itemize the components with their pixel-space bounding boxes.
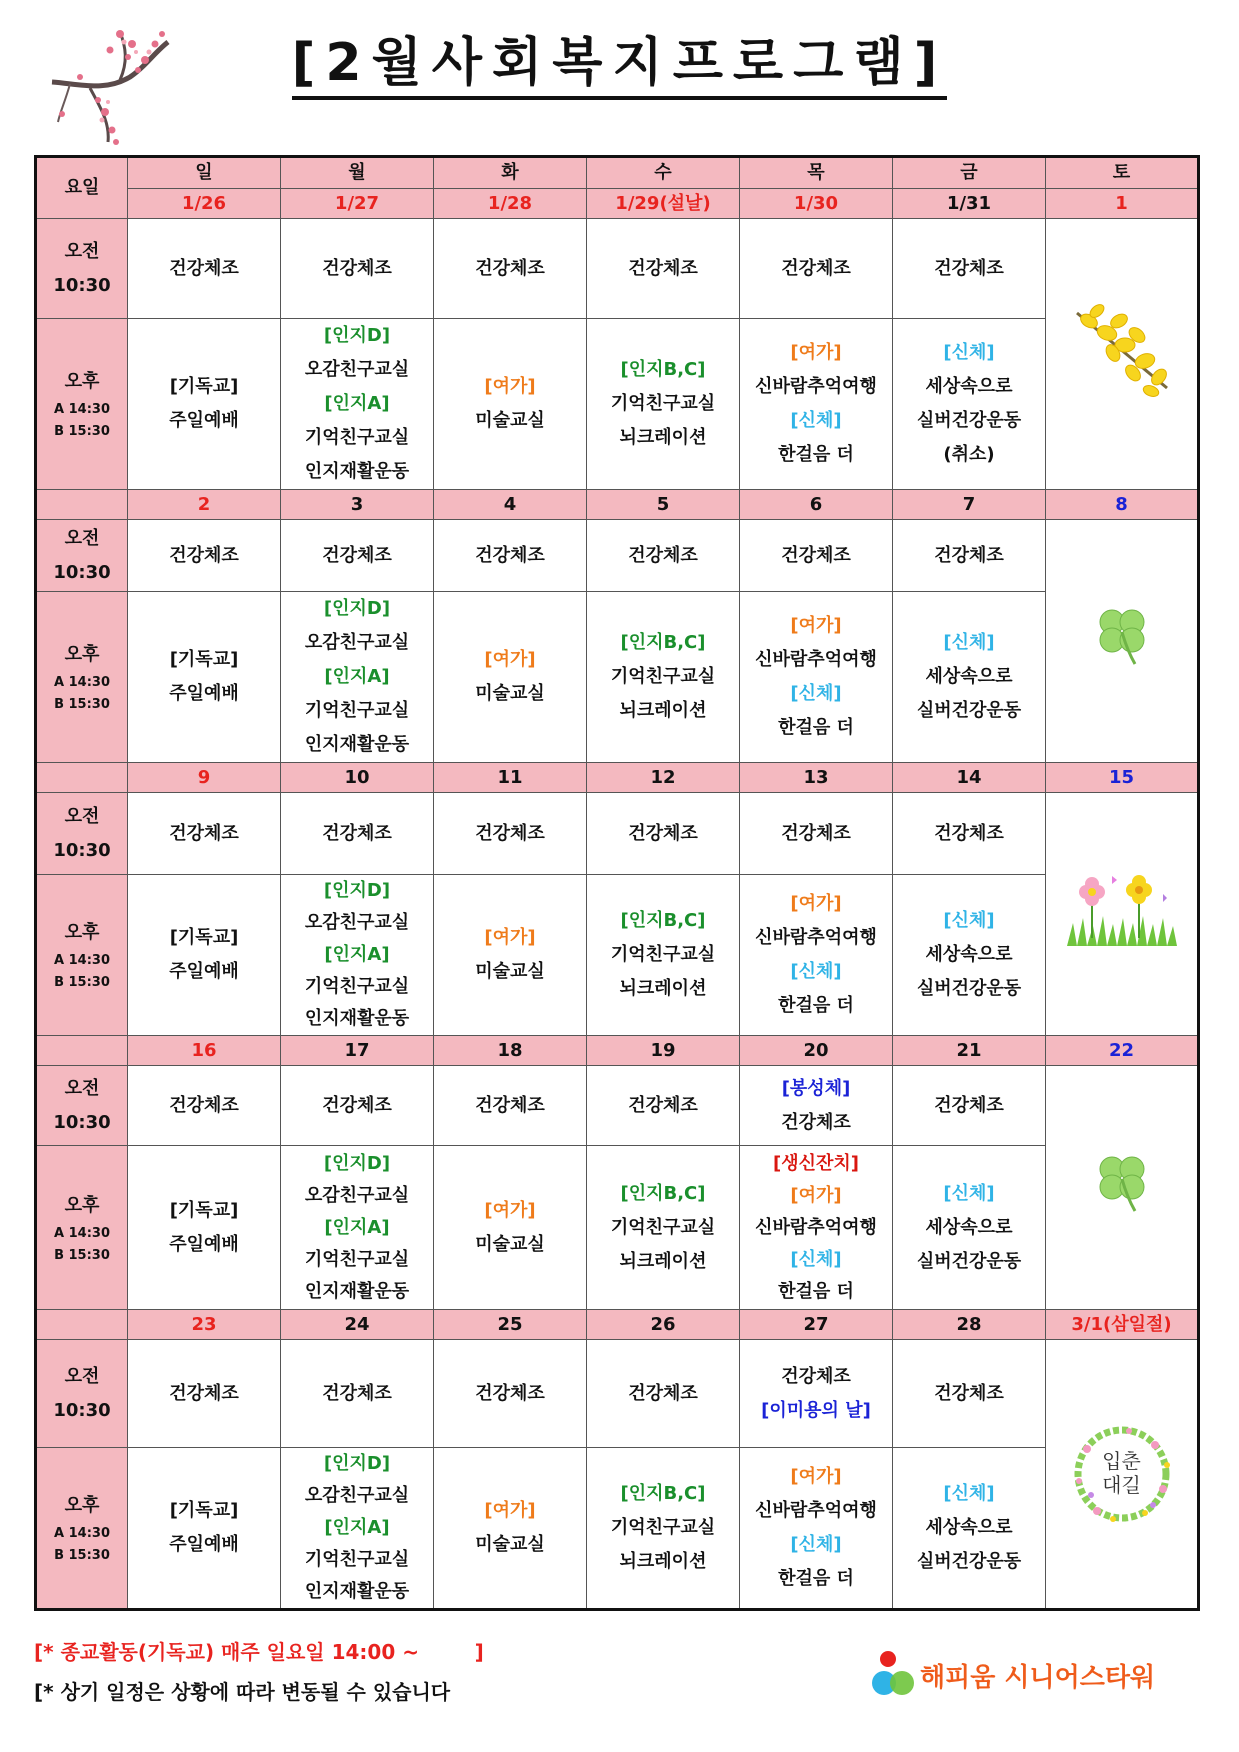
wreath-image-cell xyxy=(1046,1340,1199,1610)
program-cell: [여가] 미술교실 xyxy=(434,1448,587,1610)
date-cell: 2 xyxy=(128,490,281,520)
program-cell: [여가] 신바람추억여행 [신체] 한걸음 더 xyxy=(740,592,893,763)
date-cell: 27 xyxy=(740,1310,893,1340)
date-cell: 10 xyxy=(281,763,434,793)
program-cell: 건강체조 xyxy=(128,1066,281,1146)
date-cell: 6 xyxy=(740,490,893,520)
wreath-text-line: 대길 xyxy=(1102,1473,1141,1497)
date-cell: 19 xyxy=(587,1036,740,1066)
date-row xyxy=(36,189,1199,219)
am-label: 오전 10:30 xyxy=(36,793,128,875)
program-cell: [여가] 미술교실 xyxy=(434,319,587,490)
program-cell: [기독교] 주일예배 xyxy=(128,319,281,490)
program-cell: 건강체조 xyxy=(893,1340,1046,1448)
program-cell: 건강체조 [이미용의 날] xyxy=(740,1340,893,1448)
program-cell: 건강체조 xyxy=(587,219,740,319)
yoil-label: 요일 xyxy=(36,157,128,219)
program-cell: 건강체조 xyxy=(128,219,281,319)
pm-label: 오후 A 14:30 B 15:30 xyxy=(36,1146,128,1310)
date-cell: 17 xyxy=(281,1036,434,1066)
program-cell: 건강체조 xyxy=(281,219,434,319)
clover-icon xyxy=(1087,1147,1157,1217)
program-cell: 건강체조 xyxy=(434,1340,587,1448)
date-row xyxy=(36,763,1199,793)
pm-label: 오후 A 14:30 B 15:30 xyxy=(36,319,128,490)
date-cell: 11 xyxy=(434,763,587,793)
program-cell: [기독교] 주일예배 xyxy=(128,875,281,1036)
program-cell: [인지B,C] 기억친구교실 뇌크레이션 xyxy=(587,875,740,1036)
date-cell: 8 xyxy=(1046,490,1199,520)
clover-image-cell xyxy=(1046,520,1199,763)
program-cell: 건강체조 xyxy=(281,1340,434,1448)
logo-mark-icon xyxy=(872,1649,918,1705)
day-sat: 토 xyxy=(1046,157,1199,189)
religion-note: [* 종교활동(기독교) 매주 일요일 14:00 ~ ] xyxy=(34,1640,484,1664)
program-cell: [생신잔치] [여가] 신바람추억여행 [신체] 한걸음 더 xyxy=(740,1146,893,1310)
program-cell: [인지B,C] 기억친구교실 뇌크레이션 xyxy=(587,1146,740,1310)
page-title: [2월사회복지프로그램] xyxy=(292,30,948,100)
pm-row xyxy=(36,1448,1199,1610)
program-cell: 건강체조 xyxy=(128,520,281,592)
date-cell: 20 xyxy=(740,1036,893,1066)
program-cell: 건강체조 xyxy=(587,1066,740,1146)
program-cell: 건강체조 xyxy=(893,1066,1046,1146)
date-cell: 16 xyxy=(128,1036,281,1066)
program-cell: [인지D] 오감친구교실 [인지A] 기억친구교실 인지재활운동 xyxy=(281,592,434,763)
date-cell: 23 xyxy=(128,1310,281,1340)
schedule-change-note: [* 상기 일정은 상황에 따라 변동될 수 있습니다 xyxy=(34,1680,451,1704)
wreath-text-line: 입춘 xyxy=(1102,1449,1141,1473)
program-cell: [신체] 세상속으로 실버건강운동 xyxy=(893,1448,1046,1610)
date-cell: 22 xyxy=(1046,1036,1199,1066)
program-cell: 건강체조 xyxy=(587,793,740,875)
program-cell: 건강체조 xyxy=(740,219,893,319)
program-cell: [신체] 세상속으로 실버건강운동 (취소) xyxy=(893,319,1046,490)
program-cell: 건강체조 xyxy=(740,520,893,592)
footer-notes xyxy=(34,1632,484,1712)
flower-garden-icon xyxy=(1067,868,1177,948)
date-row xyxy=(36,490,1199,520)
program-cell: 건강체조 xyxy=(740,793,893,875)
program-cell: [여가] 미술교실 xyxy=(434,592,587,763)
date-cell: 1 xyxy=(1046,189,1199,219)
clover-icon xyxy=(1087,600,1157,670)
program-cell: [인지B,C] 기억친구교실 뇌크레이션 xyxy=(587,592,740,763)
pm-label: 오후 A 14:30 B 15:30 xyxy=(36,1448,128,1610)
day-thu: 목 xyxy=(740,157,893,189)
date-cell: 24 xyxy=(281,1310,434,1340)
date-cell: 1/27 xyxy=(281,189,434,219)
pm-row xyxy=(36,319,1199,490)
program-cell: [여가] 미술교실 xyxy=(434,1146,587,1310)
date-cell: 1/29(설날) xyxy=(587,189,740,219)
program-cell: 건강체조 xyxy=(128,793,281,875)
program-cell: 건강체조 xyxy=(281,793,434,875)
date-row xyxy=(36,1310,1199,1340)
forsythia-image-cell xyxy=(1046,219,1199,490)
date-cell: 14 xyxy=(893,763,1046,793)
program-cell: [기독교] 주일예배 xyxy=(128,1448,281,1610)
date-cell: 7 xyxy=(893,490,1046,520)
program-cell: [인지D] 오감친구교실 [인지A] 기억친구교실 인지재활운동 xyxy=(281,875,434,1036)
program-cell: 건강체조 xyxy=(587,520,740,592)
program-cell: 건강체조 xyxy=(434,793,587,875)
am-label: 오전 10:30 xyxy=(36,1340,128,1448)
clover-image-cell xyxy=(1046,1066,1199,1310)
date-cell: 21 xyxy=(893,1036,1046,1066)
am-row xyxy=(36,793,1199,875)
title-area xyxy=(0,30,1239,110)
am-label: 오전 10:30 xyxy=(36,1066,128,1146)
program-cell: 건강체조 xyxy=(893,219,1046,319)
am-row xyxy=(36,1340,1199,1448)
program-cell: 건강체조 xyxy=(434,219,587,319)
date-row xyxy=(36,1036,1199,1066)
am-label: 오전 10:30 xyxy=(36,219,128,319)
program-cell: 건강체조 xyxy=(893,793,1046,875)
am-row xyxy=(36,1066,1199,1146)
forsythia-flower-icon xyxy=(1067,293,1177,403)
date-cell: 26 xyxy=(587,1310,740,1340)
date-cell: 28 xyxy=(893,1310,1046,1340)
happium-logo xyxy=(872,1645,1156,1705)
date-cell: 12 xyxy=(587,763,740,793)
date-cell: 9 xyxy=(128,763,281,793)
program-cell: 건강체조 xyxy=(434,1066,587,1146)
program-cell: [여가] 신바람추억여행 [신체] 한걸음 더 xyxy=(740,875,893,1036)
date-cell: 13 xyxy=(740,763,893,793)
program-cell: [인지D] 오감친구교실 [인지A] 기억친구교실 인지재활운동 xyxy=(281,1448,434,1610)
program-cell: 건강체조 xyxy=(587,1340,740,1448)
date-cell: 15 xyxy=(1046,763,1199,793)
program-cell: [신체] 세상속으로 실버건강운동 xyxy=(893,592,1046,763)
date-cell: 5 xyxy=(587,490,740,520)
logo-text: 해피움 시니어스타워 xyxy=(920,1663,1156,1693)
date-cell: 1/28 xyxy=(434,189,587,219)
program-cell: [기독교] 주일예배 xyxy=(128,592,281,763)
date-cell: 1/30 xyxy=(740,189,893,219)
program-cell: [여가] 신바람추억여행 [신체] 한걸음 더 xyxy=(740,319,893,490)
program-cell: [신체] 세상속으로 실버건강운동 xyxy=(893,1146,1046,1310)
day-fri: 금 xyxy=(893,157,1046,189)
pm-row xyxy=(36,1146,1199,1310)
program-cell: [여가] 신바람추억여행 [신체] 한걸음 더 xyxy=(740,1448,893,1610)
am-row xyxy=(36,219,1199,319)
day-tue: 화 xyxy=(434,157,587,189)
program-cell: [기독교] 주일예배 xyxy=(128,1146,281,1310)
date-cell: 1/31 xyxy=(893,189,1046,219)
program-cell: [봉성체] 건강체조 xyxy=(740,1066,893,1146)
weekday-header-row xyxy=(36,157,1199,189)
day-sun: 일 xyxy=(128,157,281,189)
program-cell: [신체] 세상속으로 실버건강운동 xyxy=(893,875,1046,1036)
program-cell: [인지D] 오감친구교실 [인지A] 기억친구교실 인지재활운동 xyxy=(281,1146,434,1310)
date-cell: 4 xyxy=(434,490,587,520)
program-cell: 건강체조 xyxy=(128,1340,281,1448)
date-cell: 1/26 xyxy=(128,189,281,219)
program-cell: [인지D] 오감친구교실 [인지A] 기억친구교실 인지재활운동 xyxy=(281,319,434,490)
day-wed: 수 xyxy=(587,157,740,189)
pm-row xyxy=(36,592,1199,763)
pm-label: 오후 A 14:30 B 15:30 xyxy=(36,592,128,763)
pm-label: 오후 A 14:30 B 15:30 xyxy=(36,875,128,1036)
date-cell: 18 xyxy=(434,1036,587,1066)
date-cell: 25 xyxy=(434,1310,587,1340)
flower-garden-image-cell xyxy=(1046,793,1199,1036)
day-mon: 월 xyxy=(281,157,434,189)
program-cell: 건강체조 xyxy=(434,520,587,592)
am-label: 오전 10:30 xyxy=(36,520,128,592)
program-cell: [여가] 미술교실 xyxy=(434,875,587,1036)
date-cell: 3 xyxy=(281,490,434,520)
program-cell: 건강체조 xyxy=(281,1066,434,1146)
date-cell: 3/1(삼일절) xyxy=(1046,1310,1199,1340)
schedule-table xyxy=(34,155,1200,1611)
pm-row xyxy=(36,875,1199,1036)
am-row xyxy=(36,520,1199,592)
ipchun-wreath xyxy=(1067,1419,1177,1529)
program-cell: 건강체조 xyxy=(893,520,1046,592)
program-cell: 건강체조 xyxy=(281,520,434,592)
program-cell: [인지B,C] 기억친구교실 뇌크레이션 xyxy=(587,1448,740,1610)
program-cell: [인지B,C] 기억친구교실 뇌크레이션 xyxy=(587,319,740,490)
